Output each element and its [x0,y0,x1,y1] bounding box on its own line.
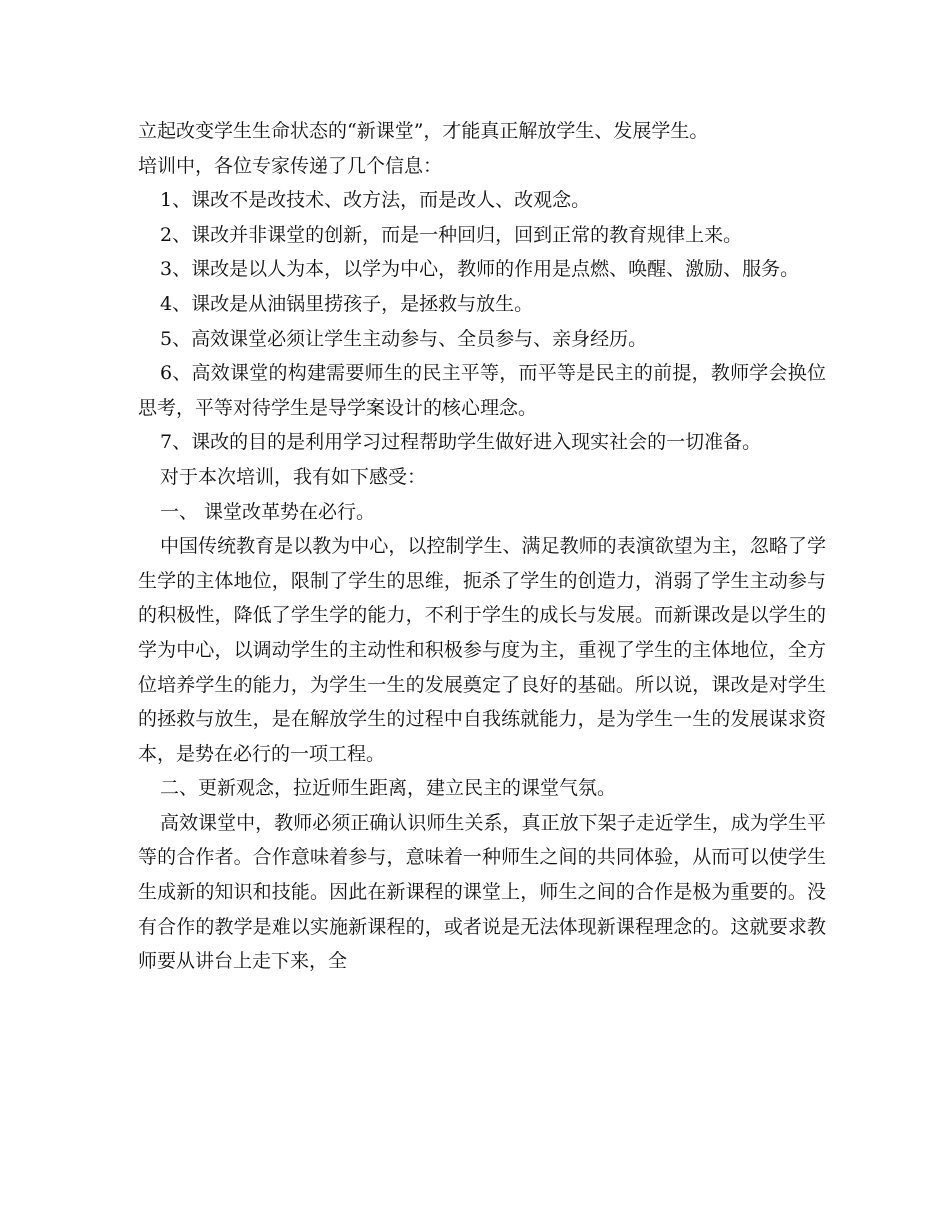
section-heading-2: 二、更新观念，拉近师生距离，建立民主的课堂气氛。 [160,777,617,800]
list-item-1: 1、课改不是改技术、改方法，而是改人、改观念。 [160,189,591,212]
paragraph-section-2: 高效课堂中，教师必须正确认识师生关系，真正放下架子走近学生，成为学生平等的合作者。合作意味着参与，意味着一种师生之间的共同体验，从而可以使学生生成新的知识和技能。因此在新课程的课堂上，师生之间的合作是极为重要的。没有合作的教学是难以实施新课程的，或者说是无法体现新课程理念的。这就要求教师要从讲台上走下来，全 [138,811,826,973]
list-item-5: 5、高效课堂必须让学生主动参与、全员参与、亲身经历。 [160,327,648,350]
section-heading-1: 一、 课堂改革势在必行。 [160,500,376,523]
paragraph-feelings-intro: 对于本次培训，我有如下感受： [160,465,427,488]
list-item-7: 7、课改的目的是利用学习过程帮助学生做好进入现实社会的一切准备。 [160,431,762,454]
paragraph-intro-1: 立起改变学生生命状态的“新课堂”，才能真正解放学生、发展学生。 [138,120,709,142]
list-item-3: 3、课改是以人为本，以学为中心，教师的作用是点燃、唤醒、激励、服务。 [160,258,800,281]
list-item-6: 6、高效课堂的构建需要师生的民主平等，而平等是民主的前提，教师学会换位思考，平等对待学生是导学案设计的核心理念。 [138,362,826,419]
list-item-2: 2、课改并非课堂的创新，而是一种回归，回到正常的教育规律上来。 [160,223,743,246]
document-body [138,114,826,979]
paragraph-section-1: 中国传统教育是以教为中心，以控制学生、满足教师的表演欲望为主，忽略了学生学的主体地位，限制了学生的思维，扼杀了学生的创造力，消弱了学生主动参与的积极性，降低了学生学的能力，不利于学生的成长与发展。而新课改是以学生的学为中心，以调动学生的主动性和积极参与度为主，重视了学生的主体地位，全方位培养学生的能力，为学生一生的发展奠定了良好的基础。所以说，课改是对学生的拯救与放生，是在解放学生的过程中自我练就能力，是为学生一生的发展谋求资本，是势在必行的一项工程。 [138,535,826,765]
paragraph-intro-2: 培训中，各位专家传递了几个信息： [138,154,443,177]
list-item-4: 4、课改是从油锅里捞孩子，是拯救与放生。 [160,292,534,315]
